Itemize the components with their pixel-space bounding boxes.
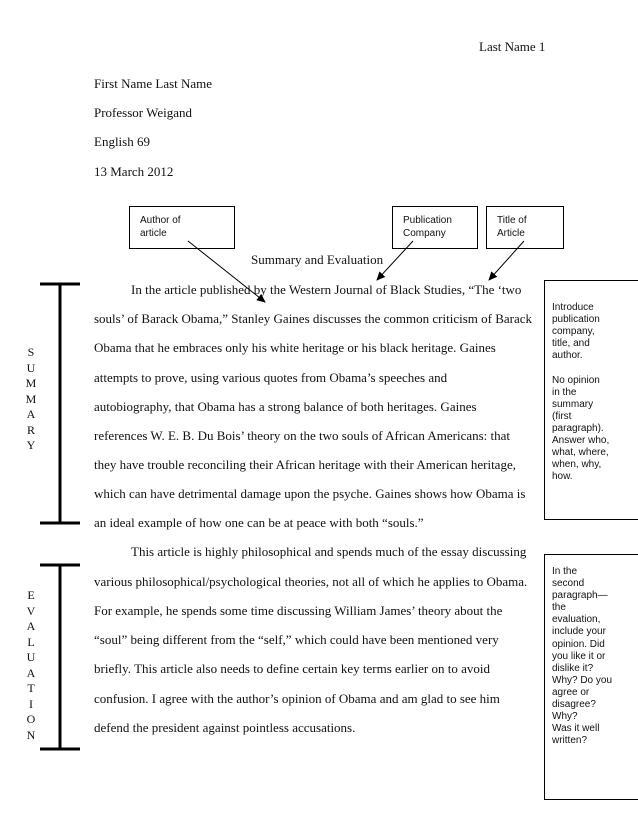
side-letter: I [29,696,33,711]
summary-line: attempts to prove, using various quotes from Obama’s speeches and [94,370,448,385]
side-letter: U [26,650,36,664]
evaluation-bracket [40,565,80,749]
evaluation-line: This article is highly philosophical and spends much of the essay discussing [131,544,527,559]
essay-title: Summary and Evaluation [251,252,384,267]
professor-name: Professor Weigand [94,105,193,120]
evaluation-line: briefly. This article also needs to define certain key terms earlier on to avoid [94,661,490,676]
title-arrow [489,241,524,280]
summary-line: Obama that he embraces only his white heritage or his black heritage. Gaines [94,340,496,355]
evaluation-note-text: In the second paragraph— the evaluation, include your opinion. Did you like it or dislike it? Why? Do you agree or disagree? Why? Was it well written? [552,566,613,747]
date: 13 March 2012 [94,164,174,179]
side-letter: M [25,391,37,406]
publication-arrow [377,241,413,280]
callout-publication-label: Publication Company [403,215,452,239]
evaluation-line: For example, he spends some time discussing William James’ theory about the [94,603,503,618]
side-letter: O [26,712,36,726]
summary-bracket [40,284,80,523]
summary-line: souls’ of Barack Obama,” Stanley Gaines discusses the common criticism of Barack [94,311,533,326]
running-head: Last Name 1 [479,39,546,54]
side-letter: Y [26,438,36,452]
side-letter: U [26,360,36,375]
callout-author-label: Author of article [140,215,181,239]
course-name: English 69 [94,134,150,149]
side-letter: V [26,603,36,618]
side-letter: M [25,376,37,390]
callout-title-label: Title of Article [497,215,527,239]
evaluation-line: “soul” being different from the “self,” which could have been mentioned very [94,632,499,647]
side-letter: R [26,422,35,437]
summary-note-text: Introduce publication company, title, and author. No opinion in the summary (first paragraph). Answer who, what, where, when, why, how. [552,302,610,483]
student-name: First Name Last Name [94,76,213,91]
side-letter: E [27,588,35,602]
summary-line: autobiography, that Obama has a strong balance of both heritages. Gaines [94,399,477,414]
evaluation-line: various philosophical/psychological theories, not all of which he applies to Obama. [94,574,528,589]
side-letter: A [26,665,36,680]
evaluation-line: defend the president against pointless accusations. [94,720,356,735]
side-letter: L [27,634,35,649]
side-letter: A [26,619,36,633]
side-letter: S [27,345,35,359]
summary-line: references W. E. B. Du Bois’ theory on the two souls of African Americans: that [94,428,511,443]
side-letter: T [27,681,35,695]
side-letter: N [26,727,36,742]
author-arrow [188,241,265,302]
evaluation-line: confusion. I agree with the author’s opinion of Obama and am glad to see him [94,691,500,706]
summary-line: In the article published by the Western Journal of Black Studies, “The ‘two [131,282,522,297]
side-letter: A [26,407,36,421]
summary-line: which can have detrimental damage upon the psyche. Gaines shows how Obama is [94,486,526,501]
summary-line: an ideal example of how one can be at peace with both “souls.” [94,515,424,530]
summary-line: they have trouble reconciling their African heritage with their American heritage, [94,457,516,472]
